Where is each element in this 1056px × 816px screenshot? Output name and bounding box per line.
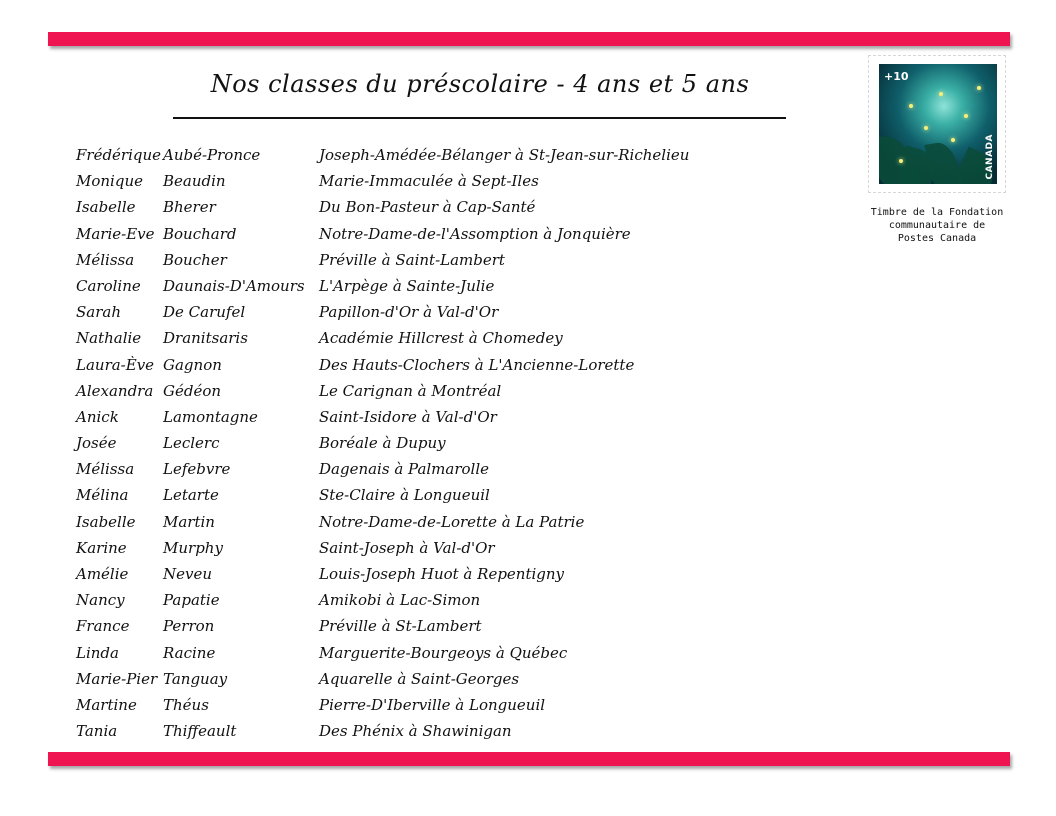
stamp-caption [862,206,1012,245]
teacher-school: Boréale à Dupuy [319,434,446,453]
teacher-school: Préville à Saint-Lambert [319,250,505,269]
teacher-first-name: Martine [76,695,137,714]
page-title: Nos classes du préscolaire - 4 ans et 5 ans [210,70,750,98]
title-underline [173,117,786,119]
teacher-first-name: Amélie [76,565,129,583]
teacher-first-name: Mélina [76,486,129,505]
stamp [868,55,1006,193]
teacher-school: Marie-Immaculée à Sept-Iles [319,172,539,191]
teacher-first-name: Monique [76,172,143,191]
teacher-school: Dagenais à Palmarolle [319,460,490,479]
teacher-school: Notre-Dame-de-Lorette à La Patrie [319,512,585,531]
teacher-first-name: Frédérique [76,146,162,164]
teacher-first-name: Marie-Eve [76,224,155,243]
teacher-last-name: De Carufel [163,303,246,322]
stamp-illustration [879,64,997,184]
teacher-first-name: Nathalie [76,329,142,348]
teacher-school: Louis-Joseph Huot à Repentigny [319,565,565,583]
teacher-school: Aquarelle à Saint-Georges [319,669,520,688]
teacher-last-name: Tanguay [163,669,228,688]
teacher-school: Pierre-D'Iberville à Longueuil [319,695,546,714]
teacher-last-name: Bherer [163,198,216,217]
teacher-last-name: Beaudin [163,172,226,191]
teacher-last-name: Théus [163,695,209,714]
teacher-school: Papillon-d'Or à Val-d'Or [319,303,499,322]
teacher-school: Académie Hillcrest à Chomedey [319,329,563,348]
teacher-first-name: Mélissa [76,460,135,479]
teacher-last-name: Thiffeault [163,722,237,741]
teacher-first-name: Mélissa [76,250,135,269]
teacher-last-name: Lefebvre [163,460,231,479]
caption-line: Timbre de la Fondation [870,207,1004,218]
teacher-last-name: Leclerc [163,434,220,453]
teacher-school: Amikobi à Lac-Simon [319,591,481,610]
teacher-school: L'Arpège à Sainte-Julie [319,276,495,295]
caption-line: communautaire de [888,220,986,231]
teacher-first-name: Marie-Pier [76,669,158,688]
teacher-first-name: Laura-Ève [76,355,155,374]
teacher-last-name: Gédéon [163,381,222,400]
teacher-first-name: France [76,617,130,636]
teacher-school: Préville à St-Lambert [319,617,482,636]
teacher-school: Des Hauts-Clochers à L'Ancienne-Lorette [319,355,635,374]
teacher-first-name: Anick [76,407,119,426]
teacher-last-name: Murphy [163,538,223,557]
teacher-first-name: Sarah [76,303,121,322]
top-accent-bar [48,32,1010,46]
teacher-school: Du Bon-Pasteur à Cap-Santé [319,198,536,217]
teacher-first-name: Nancy [76,591,125,610]
teacher-school: Marguerite-Bourgeoys à Québec [319,643,568,662]
teacher-first-name: Alexandra [76,381,154,400]
teacher-first-name: Linda [76,643,119,662]
teacher-last-name: Neveu [163,565,213,583]
teacher-last-name: Boucher [163,250,227,269]
teacher-first-name: Tania [76,722,118,741]
teacher-last-name: Gagnon [163,355,222,374]
teacher-school: Joseph-Amédée-Bélanger à St-Jean-sur-Richelieu [319,146,690,164]
teacher-last-name: Papatie [163,591,220,610]
teacher-school: Ste-Claire à Longueuil [319,486,490,505]
teacher-last-name: Bouchard [163,224,237,243]
teacher-last-name: Lamontagne [163,407,258,426]
teacher-last-name: Aubé-Pronce [163,146,261,164]
caption-line: Postes Canada [897,233,977,244]
teacher-school: Saint-Isidore à Val-d'Or [319,407,497,426]
teacher-school: Saint-Joseph à Val-d'Or [319,538,495,557]
teacher-school: Le Carignan à Montréal [319,381,502,400]
teacher-school: Des Phénix à Shawinigan [319,722,512,741]
teacher-school: Notre-Dame-de-l'Assomption à Jonquière [319,224,631,243]
teacher-first-name: Caroline [76,276,141,295]
stamp-value: +10 [884,70,909,83]
teacher-last-name: Racine [163,643,216,662]
stamp-country: CANADA [985,134,995,180]
teacher-first-name: Isabelle [76,198,136,217]
teacher-last-name: Letarte [163,486,219,505]
bottom-accent-bar [48,752,1010,766]
teacher-last-name: Daunais-D'Amours [163,276,305,295]
teacher-last-name: Perron [163,617,215,636]
teacher-last-name: Dranitsaris [163,329,248,348]
teacher-last-name: Martin [163,512,215,531]
teacher-first-name: Karine [76,538,127,557]
teacher-first-name: Josée [76,434,117,453]
teacher-first-name: Isabelle [76,512,136,531]
